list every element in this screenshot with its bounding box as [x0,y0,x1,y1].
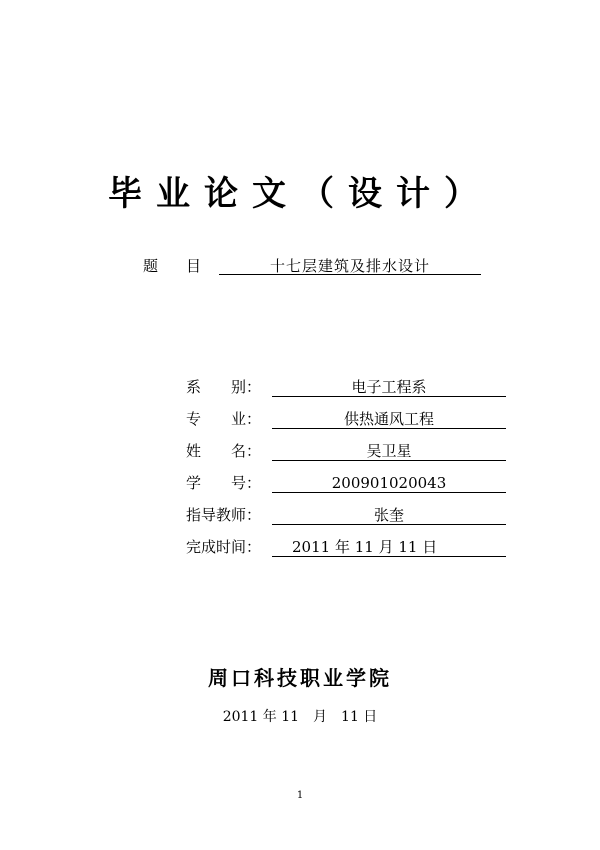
info-row-student-id [186,472,516,504]
student-info-block [186,376,516,568]
student-id-value: 200901020043 [272,472,506,493]
advisor-value: 张奎 [272,504,506,525]
info-row-completion-time [186,536,516,568]
name-label: 姓 名： [186,442,262,460]
footer-date: 2011 年 11 月 11 日 [222,709,378,725]
info-row-advisor [186,504,516,536]
completion-time-label: 完成时间： [186,538,262,556]
info-row-name [186,440,516,472]
subject-label: 题目 [143,257,230,275]
department-value: 电子工程系 [272,376,506,397]
completion-time-value: 2011 年 11 月 11 日 [272,536,506,557]
advisor-label: 指导教师： [186,506,262,524]
department-label: 系 别： [186,378,262,396]
name-value: 吴卫星 [272,440,506,461]
subject-value: 十七层建筑及排水设计 [219,254,481,275]
major-value: 供热通风工程 [272,408,506,429]
subject-row [143,254,483,278]
info-row-department [186,376,516,408]
page-number: 1 [296,790,304,801]
major-label: 专 业： [186,410,262,428]
thesis-title: 毕业论文（设计） [108,174,492,214]
info-row-major [186,408,516,440]
institute-name: 周口科技职业学院 [208,666,392,690]
student-id-label: 学 号： [186,474,262,492]
